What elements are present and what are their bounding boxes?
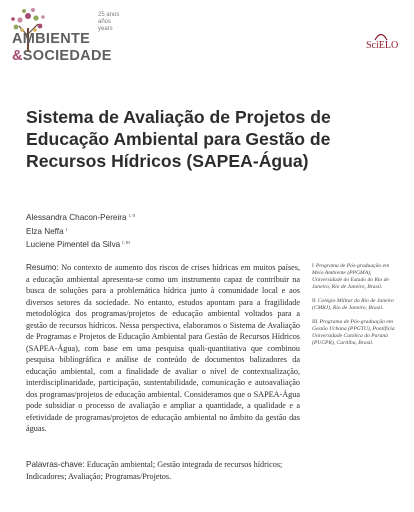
affiliation-note: I Programa de Pós-graduação em Meio Ambiente (PPGMA), Universidade do Estado do Rio de Janeiro, Rio de Janeiro, Brasil. [312,263,390,290]
journal-name-line2: &SOCIEDADE [12,48,112,64]
keywords-label: Palavras-chave: [26,460,85,469]
affiliation-notes [312,263,400,354]
author-item: Elza Neffa $^I$ [26,226,67,236]
anniversary-label: 25 anos años years [98,12,120,32]
journal-logo [6,4,146,70]
affiliation-note: II Colégio Militar do Rio de Janeiro (CMRJ), Rio de Janeiro, Brasil. [312,298,394,311]
author-item: Alessandra Chacon-Pereira $^{I, II}$ [26,213,135,222]
abstract-label: Resumo: [26,263,59,272]
article-title: Sistema de Avaliação de Projetos de Educação Ambiental para Gestão de Recursos Hídricos (SAPEA-Água) [26,107,331,171]
keywords-text: Educação ambiental; Gestão integrada de recursos hídricos; Indicadores; Avaliação; Programas/Projetos. [26,460,283,481]
author-list [26,210,135,251]
author-item: Luciene Pimentel da Silva $^{I, III}$ [26,240,130,249]
keywords [26,459,300,482]
abstract [26,262,300,435]
scielo-arc-icon [374,31,388,41]
journal-name-line1: AMBIENTE [12,31,91,47]
affiliation-note: III Programa de Pós-graduação em Gestão Urbana (PPGTU), Pontifícia Universidade Católica do Paraná (PUCPR), Curitiba, Brasil. [312,319,395,346]
abstract-text: No contexto de aumento dos riscos de crises hídricas em muitos países, a educação ambiental apresenta-se como um instrumento capaz de contribuir na busca de soluções para a problemática hídrica junto à comunidade local e aos diversos setores da sociedade. No entanto, estudos apontam para a fragilidade metodológica dos programas/projetos de educação ambiental voltados para a gestão de recursos hídricos. Nessa perspectiva, elaboramos o Sistema de Avaliação de Programas e Projetos de Educação Ambiental para Gestão de Recursos Hídricos (SAPEA-Água), com base em uma pesquisa quali-quantitativa que combinou pesquisa bibliográfica e análise de conteúdo de documentos balizadores da educação ambiental, com a finalidade de avaliar o nível de contextualização, interdisciplinaridade, participação, sustentabilidade, comunicação e autoavaliação dos programas/projetos de educação ambiental. Consideramos que o SAPEA-Água pode subsidiar o processo de avaliação e ampliar a quantidade, a qualidade e a efetividade de programas/projetos de educação ambiental no âmbito da gestão das águas. [26,263,300,433]
scielo-logo: SciELO [366,40,398,51]
